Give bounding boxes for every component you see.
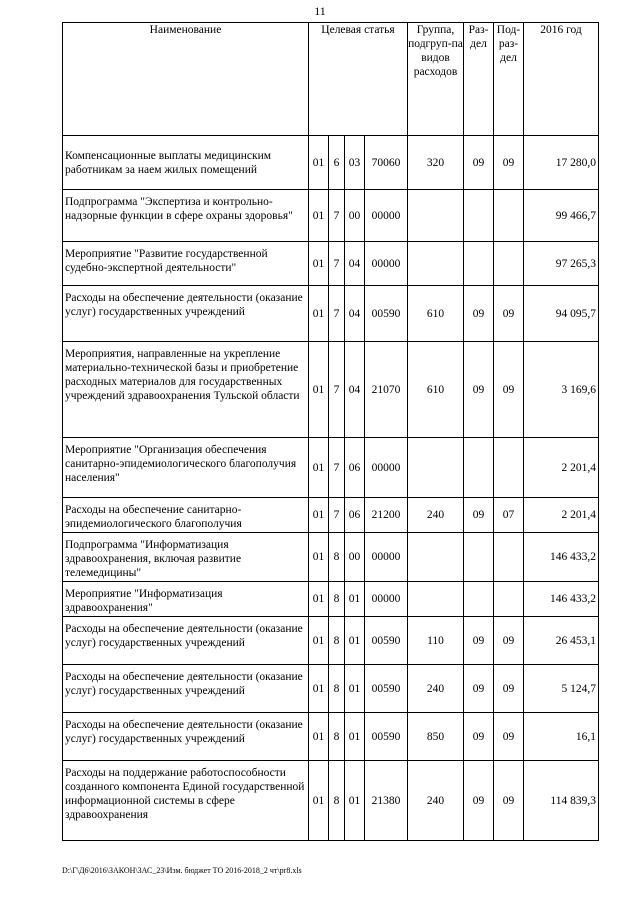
direction-code: 00000 <box>365 242 408 286</box>
expense-group: 610 <box>408 342 464 438</box>
row-name <box>63 136 309 190</box>
row-name <box>63 582 309 617</box>
program-code: 01 <box>309 617 329 665</box>
table-row <box>63 190 599 242</box>
header-target: Целевая статья <box>309 23 408 136</box>
direction-code: 21070 <box>365 342 408 438</box>
measure-code: 04 <box>345 242 365 286</box>
subsection-code <box>494 582 524 617</box>
direction-code: 00000 <box>365 582 408 617</box>
section-code <box>464 242 494 286</box>
table-row <box>63 242 599 286</box>
row-name-text: Расходы на обеспечение деятельности (оказание услуг) государственных учреждений <box>65 623 303 649</box>
program-code: 01 <box>309 582 329 617</box>
row-name-text: Подпрограмма "Экспертиза и контрольно-надзорные функции в сфере охраны здоровья" <box>65 196 293 222</box>
measure-code: 01 <box>345 617 365 665</box>
section-code <box>464 533 494 582</box>
subprogram-code: 7 <box>329 286 345 342</box>
program-code: 01 <box>309 761 329 841</box>
row-name-text: Компенсационные выплаты медицинским работникам за наем жилых помещений <box>65 150 272 176</box>
row-name-text: Расходы на обеспечение деятельности (оказание услуг) государственных учреждений <box>65 719 303 745</box>
expense-group: 110 <box>408 617 464 665</box>
row-name-text: Расходы на поддержание работоспособности созданного компонента Единой государственной информационной системы в сфере здравоохранения <box>65 767 305 821</box>
expense-group: 850 <box>408 713 464 761</box>
section-code: 09 <box>464 136 494 190</box>
direction-code: 00000 <box>365 438 408 498</box>
subsection-code: 09 <box>494 713 524 761</box>
table-row <box>63 617 599 665</box>
program-code: 01 <box>309 242 329 286</box>
direction-code: 21380 <box>365 761 408 841</box>
row-name-text: Мероприятие "Развитие государственной судебно-экспертной деятельности" <box>65 248 268 274</box>
measure-code: 00 <box>345 190 365 242</box>
expense-group: 240 <box>408 761 464 841</box>
subprogram-code: 8 <box>329 761 345 841</box>
row-name <box>63 617 309 665</box>
subsection-code <box>494 190 524 242</box>
subprogram-code: 8 <box>329 713 345 761</box>
program-code: 01 <box>309 533 329 582</box>
row-name-text: Мероприятия, направленные на укрепление материально-технической базы и приобретение расходных материалов для государственных учреждений здравоохранения Тульской области <box>65 348 300 402</box>
measure-code: 03 <box>345 136 365 190</box>
direction-code: 00590 <box>365 665 408 713</box>
amount-2016: 2 201,4 <box>524 438 599 498</box>
amount-2016: 17 280,0 <box>524 136 599 190</box>
row-name-text: Расходы на обеспечение деятельности (оказание услуг) государственных учреждений <box>65 292 303 318</box>
table-row <box>63 713 599 761</box>
subsection-code <box>494 438 524 498</box>
direction-code: 70060 <box>365 136 408 190</box>
amount-2016: 2 201,4 <box>524 498 599 533</box>
amount-2016: 97 265,3 <box>524 242 599 286</box>
expense-group <box>408 582 464 617</box>
section-code: 09 <box>464 713 494 761</box>
section-code: 09 <box>464 761 494 841</box>
amount-2016: 5 124,7 <box>524 665 599 713</box>
program-code: 01 <box>309 342 329 438</box>
section-code <box>464 582 494 617</box>
file-path-footer: D:\Г\Д6\2016\ЗАКОН\ЗАС_23\Изм. бюджет ТО 2016-2018_2 чт\pr8.xls <box>62 866 302 875</box>
row-name-text: Расходы на обеспечение санитарно-эпидемиологического благополучия <box>65 504 242 530</box>
row-name <box>63 286 309 342</box>
subprogram-code: 8 <box>329 582 345 617</box>
subsection-code: 09 <box>494 286 524 342</box>
subprogram-code: 8 <box>329 617 345 665</box>
header-name: Наименование <box>63 23 309 136</box>
expense-group: 240 <box>408 498 464 533</box>
table-body <box>63 136 599 841</box>
row-name <box>63 498 309 533</box>
amount-2016: 3 169,6 <box>524 342 599 438</box>
measure-code: 01 <box>345 665 365 713</box>
direction-code: 00590 <box>365 713 408 761</box>
subprogram-code: 7 <box>329 342 345 438</box>
program-code: 01 <box>309 498 329 533</box>
header-section: Раз-дел <box>464 23 494 136</box>
row-name-text: Подпрограмма "Информатизация здравоохранения, включая развитие телемедицины" <box>65 539 242 579</box>
table-row <box>63 342 599 438</box>
section-code: 09 <box>464 498 494 533</box>
measure-code: 01 <box>345 761 365 841</box>
section-code: 09 <box>464 617 494 665</box>
subsection-code: 07 <box>494 498 524 533</box>
measure-code: 01 <box>345 582 365 617</box>
measure-code: 01 <box>345 713 365 761</box>
header-subsection: Под-раз-дел <box>494 23 524 136</box>
subsection-code <box>494 533 524 582</box>
expense-group <box>408 190 464 242</box>
expense-group <box>408 438 464 498</box>
section-code <box>464 190 494 242</box>
row-name <box>63 190 309 242</box>
table-row <box>63 582 599 617</box>
expense-group: 240 <box>408 665 464 713</box>
row-name <box>63 242 309 286</box>
amount-2016: 99 466,7 <box>524 190 599 242</box>
amount-2016: 146 433,2 <box>524 533 599 582</box>
section-code: 09 <box>464 286 494 342</box>
table-row <box>63 533 599 582</box>
amount-2016: 114 839,3 <box>524 761 599 841</box>
subsection-code: 09 <box>494 665 524 713</box>
table-row <box>63 136 599 190</box>
page-number: 11 <box>314 4 326 18</box>
expense-group: 610 <box>408 286 464 342</box>
measure-code: 06 <box>345 498 365 533</box>
measure-code: 04 <box>345 342 365 438</box>
direction-code: 00590 <box>365 286 408 342</box>
header-group: Группа, подгруп-па видов расходов <box>408 23 464 136</box>
row-name <box>63 533 309 582</box>
table-row <box>63 761 599 841</box>
program-code: 01 <box>309 190 329 242</box>
subprogram-code: 7 <box>329 242 345 286</box>
subprogram-code: 6 <box>329 136 345 190</box>
measure-code: 06 <box>345 438 365 498</box>
table-row <box>63 286 599 342</box>
row-name-text: Мероприятие "Информатизация здравоохранения" <box>65 588 223 614</box>
amount-2016: 94 095,7 <box>524 286 599 342</box>
subprogram-code: 7 <box>329 190 345 242</box>
table-row <box>63 438 599 498</box>
subsection-code: 09 <box>494 136 524 190</box>
expense-group <box>408 533 464 582</box>
amount-2016: 26 453,1 <box>524 617 599 665</box>
table-row <box>63 498 599 533</box>
subprogram-code: 8 <box>329 533 345 582</box>
expense-group: 320 <box>408 136 464 190</box>
row-name-text: Мероприятие "Организация обеспечения санитарно-эпидемиологического благополучия населения" <box>65 444 297 484</box>
program-code: 01 <box>309 665 329 713</box>
subsection-code: 09 <box>494 617 524 665</box>
subprogram-code: 8 <box>329 665 345 713</box>
row-name-text: Расходы на обеспечение деятельности (оказание услуг) государственных учреждений <box>65 671 303 697</box>
program-code: 01 <box>309 136 329 190</box>
subsection-code: 09 <box>494 761 524 841</box>
program-code: 01 <box>309 713 329 761</box>
expense-group <box>408 242 464 286</box>
row-name <box>63 342 309 438</box>
subprogram-code: 7 <box>329 498 345 533</box>
amount-2016: 16,1 <box>524 713 599 761</box>
subsection-code <box>494 242 524 286</box>
amount-2016: 146 433,2 <box>524 582 599 617</box>
program-code: 01 <box>309 438 329 498</box>
table-row <box>63 665 599 713</box>
section-code: 09 <box>464 342 494 438</box>
row-name <box>63 665 309 713</box>
subprogram-code: 7 <box>329 438 345 498</box>
measure-code: 00 <box>345 533 365 582</box>
direction-code: 00000 <box>365 190 408 242</box>
program-code: 01 <box>309 286 329 342</box>
subsection-code: 09 <box>494 342 524 438</box>
direction-code: 00000 <box>365 533 408 582</box>
header-year: 2016 год <box>524 23 599 136</box>
row-name <box>63 713 309 761</box>
section-code: 09 <box>464 665 494 713</box>
measure-code: 04 <box>345 286 365 342</box>
budget-table <box>62 22 599 841</box>
section-code <box>464 438 494 498</box>
direction-code: 21200 <box>365 498 408 533</box>
row-name <box>63 438 309 498</box>
direction-code: 00590 <box>365 617 408 665</box>
row-name <box>63 761 309 841</box>
